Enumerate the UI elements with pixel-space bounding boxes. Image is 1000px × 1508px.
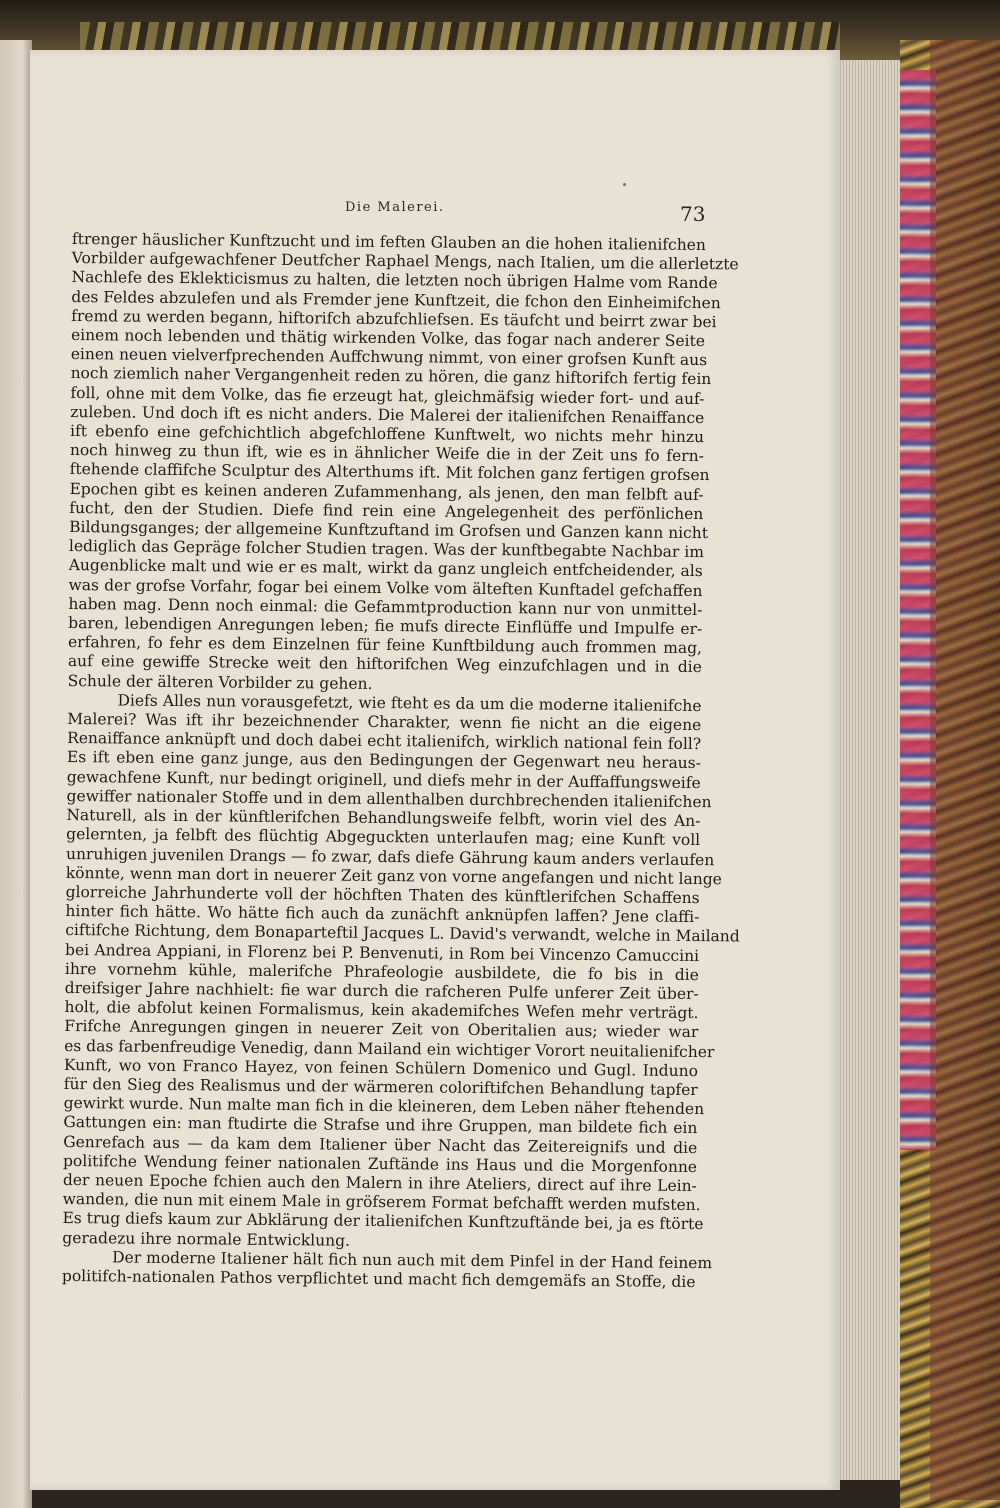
text-line: Gattungen ein: man ftudirte die Strafse und ihre Gruppen, man bildete fich ein bbox=[63, 1113, 698, 1138]
text-line: Der moderne Italiener hält fich nun auch mit dem Pinfel in der Hand feinem bbox=[112, 1248, 713, 1272]
text-line: glorreiche Jahrhunderte voll der höchften Thaten des künftlerifchen Schaffens bbox=[65, 882, 700, 907]
text-line: einem noch lebenden und thätig wirkenden Volke, das fogar nach anderer Seite bbox=[70, 326, 706, 351]
text-line: gewirkt wurde. Nun malte man fich in die kleineren, dem Leben näher ftehenden bbox=[63, 1094, 705, 1119]
text-line: Naturell, als in der künftlerifchen Behandlungsweife felbft, worin viel des An- bbox=[66, 806, 701, 831]
text-line: der neuen Epoche fchien auch den Malern in ihre Ateliers, direct auf ihre Lein- bbox=[62, 1170, 697, 1195]
text-line: Bildungsganges; der allgemeine Kunftzuftand im Grofsen und Ganzen kann nicht bbox=[69, 518, 709, 543]
text-line: ftrenger häuslicher Kunftzucht und im feften Glauben an die hohen italienifchen bbox=[71, 230, 706, 255]
text-line: einen neuen vielverfprechenden Auffchwung nimmt, von einer grofsen Kunft aus bbox=[70, 345, 708, 370]
text-line: was der grofse Vorfahr, fogar bei einem Volke vom älteften Kunftadel gefchaffen bbox=[68, 575, 703, 600]
page-number: 73 bbox=[680, 202, 706, 226]
text-line: Vorbilder aufgewachfener Deutfcher Raphael Mengs, nach Italien, um die allerletzte bbox=[71, 249, 739, 274]
text-line: ihre vornehm kühle, malerifche Phrafeologie ausbildete, die fo bis in die bbox=[64, 959, 699, 984]
text-line: auf eine gewiffe Strecke weit den hiftorifchen Weg einzufchlagen und in die bbox=[67, 652, 702, 677]
text-line: Nachlefe des Eklekticismus zu halten, die letzten noch übrigen Halme vom Rande bbox=[71, 268, 718, 293]
text-line: Kunft, wo von Franco Hayez, von feinen Schülern Domenico und Gugl. Induno bbox=[63, 1055, 699, 1080]
text-line: politifch-nationalen Pathos verpflichtet und macht fich demgemäfs an Stoffe, die bbox=[61, 1266, 696, 1292]
text-line: baren, lebendigen Anregungen leben; fie mufs directe Einflüffe und Impulfe er- bbox=[68, 614, 703, 639]
text-line: fucht, den der Studien. Diefe find rein eine Angelegenheit des perfönlichen bbox=[69, 498, 704, 523]
text-line: Diefs Alles nun vorausgefetzt, wie fteht es da um die moderne italienifche bbox=[117, 691, 702, 715]
text-line: Renaiffance anknüpft und doch dabei echt italienifch, wirklich national fein foll? bbox=[67, 729, 702, 754]
text-line: könnte, wenn man dort in neuerer Zeit ganz von vorne angefangen und nicht lange bbox=[65, 863, 722, 888]
text-line: zuleben. Und doch ift es nicht anders. Die Malerei der italienifchen Renaiffance bbox=[70, 402, 705, 427]
text-line: Augenblicke malt und wie er es malt, wirkt da ganz ungleich entfcheidender, als bbox=[68, 556, 703, 581]
text-line: foll, ohne mit dem Volke, das fie erzeugt hat, gleichmäfsig wieder fort- und auf- bbox=[70, 383, 705, 408]
text-line: Malerei? Was ift ihr bezeichnender Charakter, wenn fie nicht an die eigene bbox=[67, 710, 702, 735]
text-line: hinter fich hätte. Wo hätte fich auch da zunächft anknüpfen laffen? Jene claffi- bbox=[65, 902, 700, 927]
text-line: für den Sieg des Realismus und der wärmeren coloriftifchen Behandlung tapfer bbox=[63, 1074, 698, 1099]
text-line: fremd zu werden begann, hiftorifch abzufchliefsen. Es täufcht und beirrt zwar bei bbox=[71, 306, 717, 332]
text-line: Epochen gibt es keinen anderen Zufammenhang, als jenen, den man felbft auf- bbox=[69, 479, 704, 504]
body-text bbox=[61, 230, 740, 1292]
text-line: Es ift eben eine ganz junge, aus den Bedingungen der Gegenwart neu heraus- bbox=[66, 748, 701, 773]
page-stack-edge bbox=[838, 60, 900, 1480]
text-line: des Feldes abzulefen und als Fremder jene Kunftzeit, die fchon den Einheimifchen bbox=[71, 287, 721, 312]
text-line: Es trug diefs kaum zur Abklärung der italienifchen Kunftzuftände bei, ja es ftörte bbox=[62, 1209, 704, 1234]
text-line: politifche Wendung feiner nationalen Zuftände ins Haus und die Morgenfonne bbox=[62, 1151, 698, 1176]
running-head: Die Malerei. bbox=[345, 200, 445, 215]
text-line: unruhigen juvenilen Drangs — fo zwar, dafs diefe Gährung kaum anders verlaufen bbox=[65, 844, 715, 869]
page-speck bbox=[623, 183, 626, 186]
text-line: ciftifche Richtung, dem Bonaparteftil Jacques L. David's verwandt, welche in Mailand bbox=[65, 921, 740, 946]
text-line: gelernten, ja felbft des flüchtig Abgeguckten unterlaufen mag; eine Kunft voll bbox=[66, 825, 701, 850]
text-line: gewachfene Kunft, nur bedingt originell, und diefs mehr in der Auffaffungsweife bbox=[66, 767, 701, 792]
text-line: wanden, die nun mit einem Male in gröfserem Format befchafft werden mufsten. bbox=[62, 1190, 701, 1215]
text-line: noch hinweg zu thun ift, wie es in ähnlicher Weife die in der Zeit uns fo fern- bbox=[69, 441, 704, 466]
text-line: erfahren, fo fehr es dem Einzelnen für feine Kunftbildung auch frommen mag, bbox=[67, 633, 703, 658]
text-line: dreifsiger Jahre nachhielt: fie war durch die rafcheren Pulfe unferer Zeit über- bbox=[64, 978, 699, 1003]
book-cover-edge bbox=[930, 40, 1000, 1500]
text-line: ftehende claffifche Sculptur des Alterthums ift. Mit folchen ganz fertigen grofsen bbox=[69, 460, 710, 485]
text-line: geradezu ihre normale Entwicklung. bbox=[62, 1228, 351, 1250]
text-line: es das farbenfreudige Venedig, dann Mailand ein wichtiger Vorort neuitalienifcher bbox=[64, 1036, 715, 1061]
text-line: ift ebenfo eine gefchichtlich abgefchloffene Kunftwelt, wo nichts mehr hinzu bbox=[69, 422, 705, 447]
text-line: holt, die abfolut keinen Formalismus, kein akademifches Wefen mehr verträgt. bbox=[64, 998, 699, 1023]
facing-page-edge bbox=[0, 40, 32, 1508]
text-line: Frifche Anregungen gingen in neuerer Zeit von Oberitalien aus; wieder war bbox=[64, 1017, 699, 1042]
text-line: Genrefach aus — da kam dem Italiener über Nacht das Zeitereignifs und die bbox=[63, 1132, 698, 1157]
text-line: bei Andrea Appiani, in Florenz bei P. Benvenuti, in Rom bei Vincenzo Camuccini bbox=[65, 940, 700, 965]
text-line: noch ziemlich naher Vergangenheit reden zu hören, die ganz hiftorifch fertig fein bbox=[70, 364, 712, 389]
text-line: gewiffer nationaler Stoffe und in dem allenthalben durchbrechenden italienifchen bbox=[66, 786, 712, 812]
text-line: haben mag. Denn noch einmal: die Gefammtproduction kann nur von unmittel- bbox=[68, 594, 703, 619]
text-line: Schule der älteren Vorbilder zu gehen. bbox=[67, 671, 373, 693]
marbled-cover-top bbox=[80, 22, 840, 52]
text-line: lediglich das Gepräge folcher Studien tragen. Was der kunftbegabte Nachbar im bbox=[68, 537, 705, 562]
